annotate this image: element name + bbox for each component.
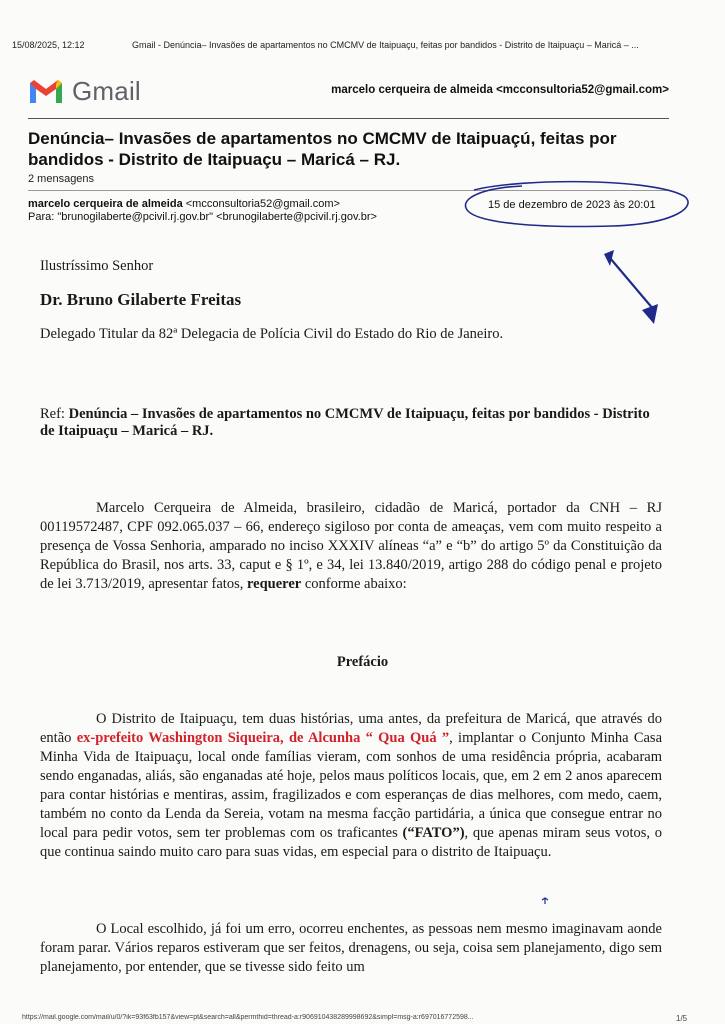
- p2-body: , implantar o Conjunto Minha Casa Minha Vida de Itaipuaçu, local onde famílias vieram, com sonhos de uma residência própria, acabaram sendo enganadas, aliás, são enganadas até hoje, pelos maus políticos locais, que, em 2 em 2 anos aparecem para contar histórias e mentiras, assim, fragilizados e com esperanças de dias melhores, com medo, caem, também no conto da Lenda da Sereia, votam na mesma facção partidária, a única que consegue entrar no local para pedir votos, sem ter problemas com os traficantes: [40, 730, 663, 841]
- recipient-role: Delegado Titular da 82ª Delegacia de Polícia Civil do Estado do Rio de Janeiro.: [40, 326, 504, 342]
- header-divider: [28, 118, 669, 119]
- print-datetime: 15/08/2025, 12:12: [12, 40, 85, 50]
- print-page-title: Gmail - Denúncia– Invasões de apartamentos no CMCMV de Itaipuaçu, feitas por bandidos - Distrito de Itaipuaçu – Maricá – ...: [132, 40, 639, 50]
- preface-heading: Prefácio: [336, 654, 389, 670]
- message-to: Para: "brunogilaberte@pcivil.rj.gov.br" <brunogilaberte@pcivil.rj.gov.br>: [28, 211, 377, 223]
- ref-text: Denúncia – Invasões de apartamentos no CMCMV de Itaipuaçu, feitas por bandidos - Distrito de Itaipuaçu – Maricá – RJ.: [40, 406, 650, 439]
- sender-email: <mcconsultoria52@gmail.com>: [185, 198, 340, 210]
- message-date: 15 de dezembro de 2023 às 20:01: [488, 199, 656, 211]
- paragraph-introduction: [40, 499, 662, 594]
- account-identity: marcelo cerqueira de almeida <mcconsultoria52@gmail.com>: [331, 84, 669, 96]
- message-count: 2 mensagens: [28, 173, 95, 185]
- print-footer-url: https://mail.google.com/mail/u/0/?ik=93f63fb157&view=pt&search=all&permthid=thread-a:r906910438289998692&simpl=msg-a:r697016772598...: [22, 1014, 474, 1021]
- p1-end: conforme abaixo:: [304, 576, 407, 592]
- print-page-number: 1/5: [676, 1014, 688, 1023]
- p2-highlight: ex-prefeito Washington Siqueira, de Alcunha “ Qua Quá ”: [76, 730, 450, 746]
- p1-text: Marcelo Cerqueira de Almeida, brasileiro, cidadão de Maricá, portador da CNH – RJ 00119572487, CPF 092.065.037 – 66, endereço sigiloso por conta de ameaças, vem com muito respeito a presença de Vossa Senhoria, amparado no inciso XXXIV alíneas “a” e “b” do artigo 5º da Constituição da República do Brasil, nos arts. 33, caput e § 1º, e 34, lei 13.840/2019, artigo 288 do código penal e projeto de lei 3.713/2019, apresentar fatos,: [40, 500, 662, 592]
- sender-name: marcelo cerqueira de almeida: [28, 198, 183, 210]
- gmail-wordmark: Gmail: [72, 76, 141, 106]
- p3-text: O Local escolhido, já foi um erro, ocorreu enchentes, as pessoas nem mesmo imaginavam aonde foram parar. Vários reparos estiveram que ser feitos, drenagens, ou seja, coisa sem planejamento, digo sem planejamento, por entender, que se tivesse sido feito um: [40, 921, 662, 975]
- paragraph-location: [40, 920, 662, 977]
- letter-salutation: Ilustríssimo Senhor: [40, 258, 154, 274]
- ref-label: Ref:: [40, 406, 65, 422]
- recipient-name: Dr. Bruno Gilaberte Freitas: [40, 290, 242, 309]
- letter-reference: [40, 406, 662, 440]
- p1-request: requerer: [246, 576, 302, 592]
- thread-subject: Denúncia– Invasões de apartamentos no CMCMV de Itaipuaçú, feitas por bandidos - Distrito de Itaipuaçu – Maricá – RJ.: [28, 129, 617, 169]
- ink-arrow-annotation: [596, 248, 666, 328]
- p2-end: , que apenas miram seus votos, o que continua saindo muito caro para suas vidas, em especial para o distrito de Itaipuaçu.: [40, 825, 662, 860]
- p2-intro: O Distrito de Itaipuaçu, tem duas histórias, uma antes, da prefeitura de Maricá, que através do então: [40, 711, 662, 746]
- ink-tick-mark: [540, 896, 550, 906]
- paragraph-history: [40, 710, 662, 862]
- message-from: [28, 198, 340, 210]
- ink-circle-annotation: [462, 180, 692, 228]
- p2-fact: (“FATO”): [402, 825, 465, 841]
